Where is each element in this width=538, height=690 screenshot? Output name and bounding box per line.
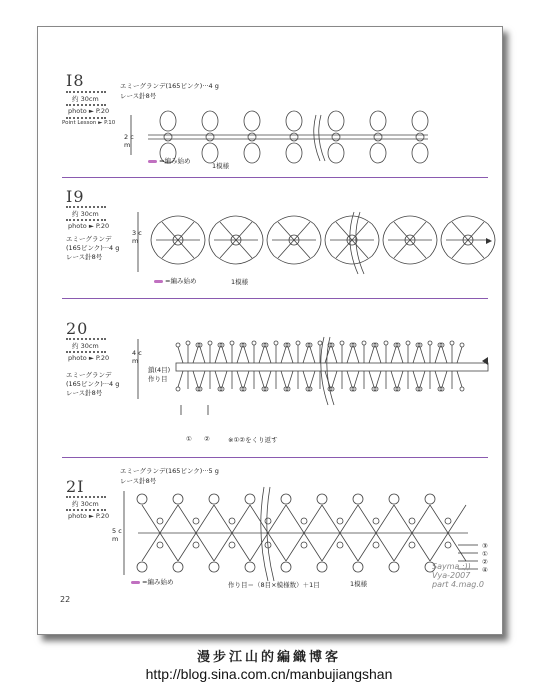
foundation-formula: 作り目＝（8目×模様数）＋1目: [228, 581, 320, 589]
height-label: 4 cm: [132, 349, 142, 365]
pattern-number: I8: [66, 71, 85, 90]
photo-ref: photo ► P.20: [68, 222, 110, 230]
repeat-label: 1模様: [212, 162, 230, 170]
photo-ref: photo ► P.20: [68, 107, 110, 115]
page-number: 22: [60, 595, 71, 604]
scanner-watermark: Sayma :)) Vya-2007 part 4.mag.0: [432, 562, 484, 589]
foundation-label: 作り目: [148, 375, 168, 383]
pattern-number: 20: [66, 319, 89, 338]
finished-size: 约 30cm: [72, 500, 99, 508]
finished-size: 约 30cm: [72, 342, 99, 350]
row-1-marker: ①: [186, 435, 192, 443]
row-marker-4: ④: [482, 566, 488, 574]
finished-size: 约 30cm: [72, 210, 99, 218]
yarn-line: エミーグランデ(165ピンク)···5 g: [120, 467, 219, 475]
section-divider: [62, 177, 488, 178]
chain-label: 鎖(4目): [148, 366, 171, 374]
crochet-chart-19: [38, 202, 502, 282]
start-legend: =編み始め: [148, 156, 190, 165]
yarn-line: エミーグランデ: [66, 371, 112, 379]
row-marker-1: ①: [482, 550, 488, 558]
section-divider: [62, 457, 488, 458]
photo-ref: photo ► P.20: [68, 354, 110, 362]
start-legend: =編み始め: [154, 276, 196, 285]
point-lesson-ref: Point Lesson ► P.10: [62, 120, 116, 126]
hook-line: レース針8号: [120, 92, 157, 100]
yarn-line: エミーグランデ: [66, 235, 112, 243]
row-marker-3: ③: [482, 542, 488, 550]
dotted-rule: [66, 91, 106, 93]
crochet-chart-20: [38, 335, 502, 415]
yarn-line: エミーグランデ(165ピンク)···4 g: [120, 82, 219, 90]
yarn-color-line: (165ピンク)···4 g: [66, 380, 120, 388]
hook-line: レース針8号: [66, 253, 103, 261]
repeat-note: ※①②をくり返す: [228, 436, 278, 444]
row-2-marker: ②: [204, 435, 210, 443]
height-label: 5 cm: [112, 527, 122, 543]
height-label: 2 cm: [124, 133, 134, 149]
height-label: 3 cm: [132, 229, 142, 245]
pattern-number: I9: [66, 187, 85, 206]
blog-title: 漫步江山的編織博客: [196, 650, 341, 665]
hook-line: レース針8号: [120, 477, 157, 485]
crochet-chart-18: [38, 105, 502, 165]
pattern-number: 2I: [66, 477, 85, 496]
hook-line: レース針8号: [66, 389, 103, 397]
yarn-color-line: (165ピンク)···4 g: [66, 244, 120, 252]
row-marker-2: ②: [482, 558, 488, 566]
start-legend: =編み始め: [131, 577, 173, 586]
repeat-label: 1模様: [350, 580, 368, 588]
photo-ref: photo ► P.20: [68, 512, 110, 520]
finished-size: 约 30cm: [72, 95, 99, 103]
section-divider: [62, 298, 488, 299]
repeat-label: 1模様: [231, 278, 249, 286]
book-page: [37, 26, 503, 635]
blog-url[interactable]: http://blog.sina.com.cn/manbujiangshan: [145, 666, 393, 682]
